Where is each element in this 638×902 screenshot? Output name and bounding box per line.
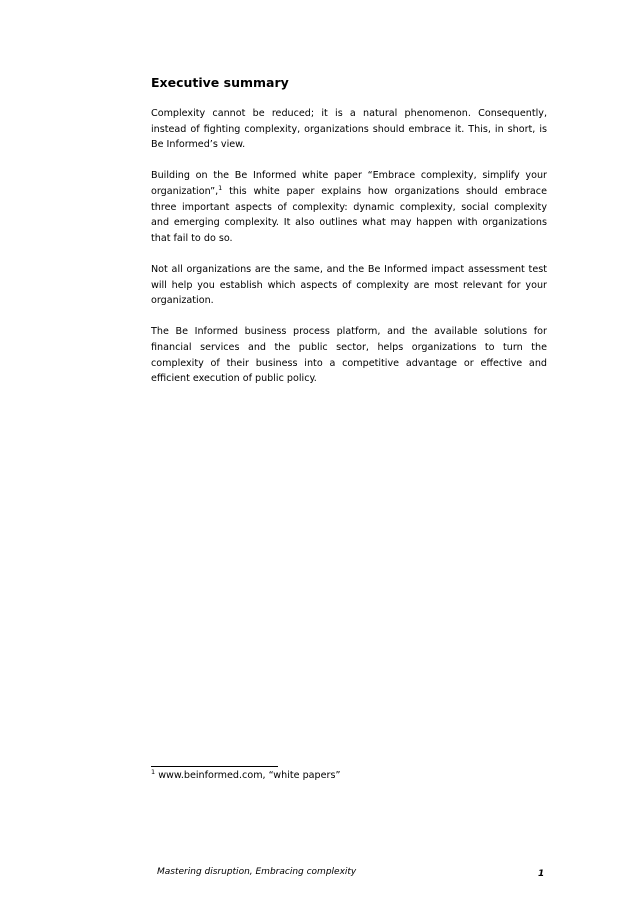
footnote-text: www.beinformed.com, “white papers” [155, 770, 341, 781]
text-line: The Be Informed business process platform, and the available solutions for [151, 326, 547, 338]
text-line: and emerging complexity. It also outlines what may happen with organizations [151, 217, 547, 229]
text-line: financial services and the public sector, helps organizations to turn the [151, 341, 547, 353]
footnote [151, 769, 340, 782]
paragraph-2 [151, 168, 547, 246]
text-line: Not all organizations are the same, and the Be Informed impact assessment test [151, 263, 547, 275]
text-line: organization. [151, 295, 214, 307]
text-line: Building on the Be Informed white paper “Embrace complexity, simplify your [151, 170, 547, 182]
text-line: that fail to do so. [151, 232, 233, 244]
text-fragment: organization”, [151, 185, 219, 197]
text-line: efficient execution of public policy. [151, 373, 317, 385]
section-heading: Executive summary [151, 75, 289, 90]
page-number: 1 [538, 869, 545, 879]
paragraph-3 [151, 262, 547, 309]
text-line: Complexity cannot be reduced; it is a natural phenomenon. Consequently, [151, 108, 547, 119]
text-line: complexity of their business into a competitive advantage or effective and [151, 357, 547, 369]
footer-title: Mastering disruption, Embracing complexity [157, 867, 357, 877]
text-line-with-footnote [151, 184, 547, 200]
text-line: three important aspects of complexity: dynamic complexity, social complexity [151, 201, 547, 213]
text-fragment: this white paper explains how organizations should embrace [222, 185, 547, 197]
body-text [151, 106, 547, 402]
footnote-divider [151, 766, 278, 767]
text-line: will help you establish which aspects of complexity are most relevant for your [151, 279, 547, 291]
footnote-number: 1 [151, 767, 156, 776]
text-line: instead of fighting complexity, organizations should embrace it. This, in short, is [151, 123, 547, 135]
text-line: Be Informed’s view. [151, 139, 246, 151]
paragraph-4 [151, 324, 547, 386]
footnote-reference: 1 [218, 183, 223, 192]
paragraph-1 [151, 106, 547, 153]
